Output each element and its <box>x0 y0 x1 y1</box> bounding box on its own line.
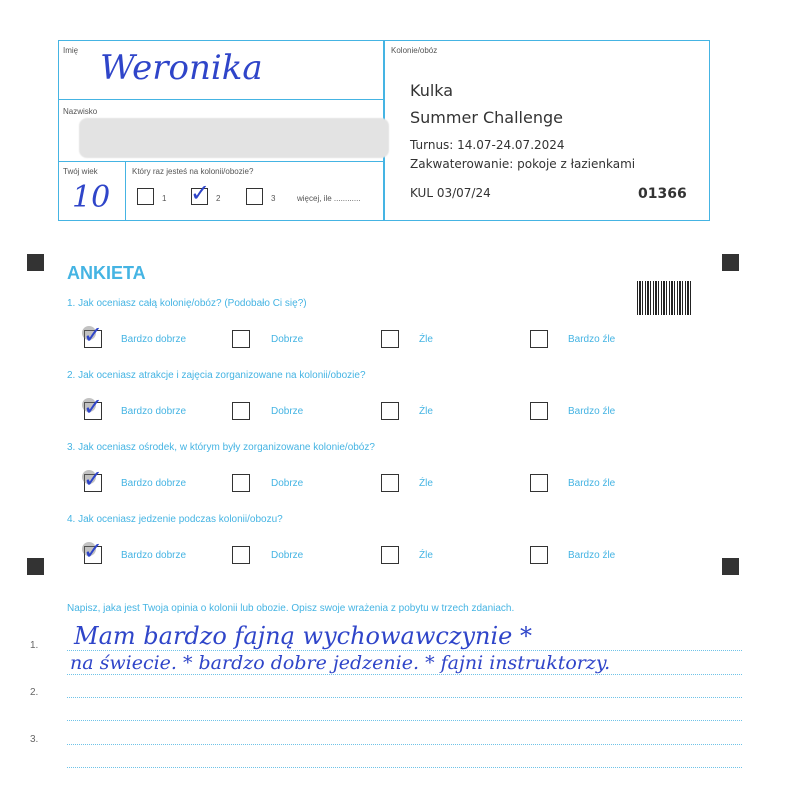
lodging-info: Zakwaterowanie: pokoje z łazienkami <box>410 157 636 171</box>
answer-line <box>67 674 742 675</box>
q4-option-good-checkbox[interactable] <box>232 546 250 564</box>
camp-code: KUL 03/07/24 <box>410 186 491 200</box>
divider <box>58 161 384 162</box>
answer-line <box>67 744 742 745</box>
q3-option-very-good-checkbox[interactable] <box>83 465 104 493</box>
first-time-option-2-checkbox[interactable] <box>190 179 211 207</box>
redacted-surname <box>79 118 389 158</box>
answer-line <box>67 720 742 721</box>
turnus-dates: Turnus: 14.07-24.07.2024 <box>410 138 565 152</box>
survey-title: ANKIETA <box>67 263 146 283</box>
camp-label: Kolonie/obóz <box>391 46 438 55</box>
barcode <box>637 281 691 315</box>
answer-line <box>67 767 742 768</box>
registration-marker <box>27 254 44 271</box>
q2-option-good-label: Dobrze <box>271 406 304 417</box>
q1-option-bad-label: Źle <box>419 334 433 345</box>
q2-option-very-bad-checkbox[interactable] <box>530 402 548 420</box>
q1-option-good-label: Dobrze <box>271 334 304 345</box>
check-mark-icon: ✓ <box>190 179 211 207</box>
q3-option-bad-label: Źle <box>419 478 433 489</box>
camp-name-line-1: Kulka <box>410 81 454 100</box>
first-time-option-1-label: 1 <box>162 194 167 203</box>
q2-option-very-bad-label: Bardzo źle <box>568 406 616 417</box>
q3-option-very-bad-label: Bardzo źle <box>568 478 616 489</box>
first-time-more-label: więcej, ile ............ <box>297 194 361 203</box>
camp-name-line-2: Summer Challenge <box>410 108 563 127</box>
form-number: 01366 <box>638 186 687 202</box>
check-mark-icon: ✓ <box>83 537 104 565</box>
opinion-prompt: Napisz, jaka jest Twoja opinia o kolonii lub obozie. Opisz swoje wrażenia z pobytu w trzech zdaniach. <box>67 603 515 614</box>
q3-option-bad-checkbox[interactable] <box>381 474 399 492</box>
question-2: 2. Jak oceniasz atrakcje i zajęcia zorganizowane na kolonii/obozie? <box>67 370 366 381</box>
registration-marker <box>27 558 44 575</box>
q2-option-very-good-checkbox[interactable] <box>83 393 104 421</box>
first-time-label: Który raz jesteś na kolonii/obozie? <box>132 167 254 176</box>
q4-option-bad-label: Źle <box>419 550 433 561</box>
first-time-option-2-label: 2 <box>216 194 221 203</box>
line-number-3: 3. <box>30 734 39 745</box>
q1-option-bad-checkbox[interactable] <box>381 330 399 348</box>
q1-option-very-good-checkbox[interactable] <box>83 321 104 349</box>
age-label: Twój wiek <box>63 167 98 176</box>
q1-option-good-checkbox[interactable] <box>232 330 250 348</box>
q4-option-very-bad-label: Bardzo źle <box>568 550 616 561</box>
surname-label: Nazwisko <box>63 107 98 116</box>
q4-option-very-good-checkbox[interactable] <box>83 537 104 565</box>
q2-option-bad-checkbox[interactable] <box>381 402 399 420</box>
name-value[interactable]: Weronika <box>100 48 263 88</box>
check-mark-icon: ✓ <box>83 321 104 349</box>
q4-option-very-bad-checkbox[interactable] <box>530 546 548 564</box>
q1-option-very-bad-label: Bardzo źle <box>568 334 616 345</box>
first-time-option-1-checkbox[interactable] <box>137 188 154 205</box>
q4-option-very-good-label: Bardzo dobrze <box>121 550 187 561</box>
registration-marker <box>722 254 739 271</box>
answer-line <box>67 697 742 698</box>
q3-option-very-bad-checkbox[interactable] <box>530 474 548 492</box>
question-1: 1. Jak oceniasz całą kolonię/obóz? (Podobało Ci się?) <box>67 298 307 309</box>
line-number-1: 1. <box>30 640 39 651</box>
answer-line <box>67 650 742 651</box>
q3-option-good-label: Dobrze <box>271 478 304 489</box>
q1-option-very-bad-checkbox[interactable] <box>530 330 548 348</box>
q4-option-good-label: Dobrze <box>271 550 304 561</box>
age-value[interactable]: 10 <box>72 180 111 215</box>
answer-text-line-1[interactable]: Mam bardzo fajną wychowawczynie * <box>74 622 532 650</box>
question-4: 4. Jak oceniasz jedzenie podczas kolonii/obozu? <box>67 514 283 525</box>
q2-option-bad-label: Źle <box>419 406 433 417</box>
answer-text-line-2[interactable]: na świecie. * bardzo dobre jedzenie. * fajni instruktorzy. <box>70 652 611 674</box>
line-number-2: 2. <box>30 687 39 698</box>
q2-option-good-checkbox[interactable] <box>232 402 250 420</box>
check-mark-icon: ✓ <box>83 393 104 421</box>
divider <box>125 161 126 221</box>
q3-option-very-good-label: Bardzo dobrze <box>121 478 187 489</box>
q3-option-good-checkbox[interactable] <box>232 474 250 492</box>
first-time-option-3-checkbox[interactable] <box>246 188 263 205</box>
divider <box>58 99 384 100</box>
q1-option-very-good-label: Bardzo dobrze <box>121 334 187 345</box>
registration-marker <box>722 558 739 575</box>
question-3: 3. Jak oceniasz ośrodek, w którym były zorganizowane kolonie/obóz? <box>67 442 375 453</box>
name-label: Imię <box>63 46 79 55</box>
first-time-option-3-label: 3 <box>271 194 276 203</box>
q2-option-very-good-label: Bardzo dobrze <box>121 406 187 417</box>
q4-option-bad-checkbox[interactable] <box>381 546 399 564</box>
check-mark-icon: ✓ <box>83 465 104 493</box>
